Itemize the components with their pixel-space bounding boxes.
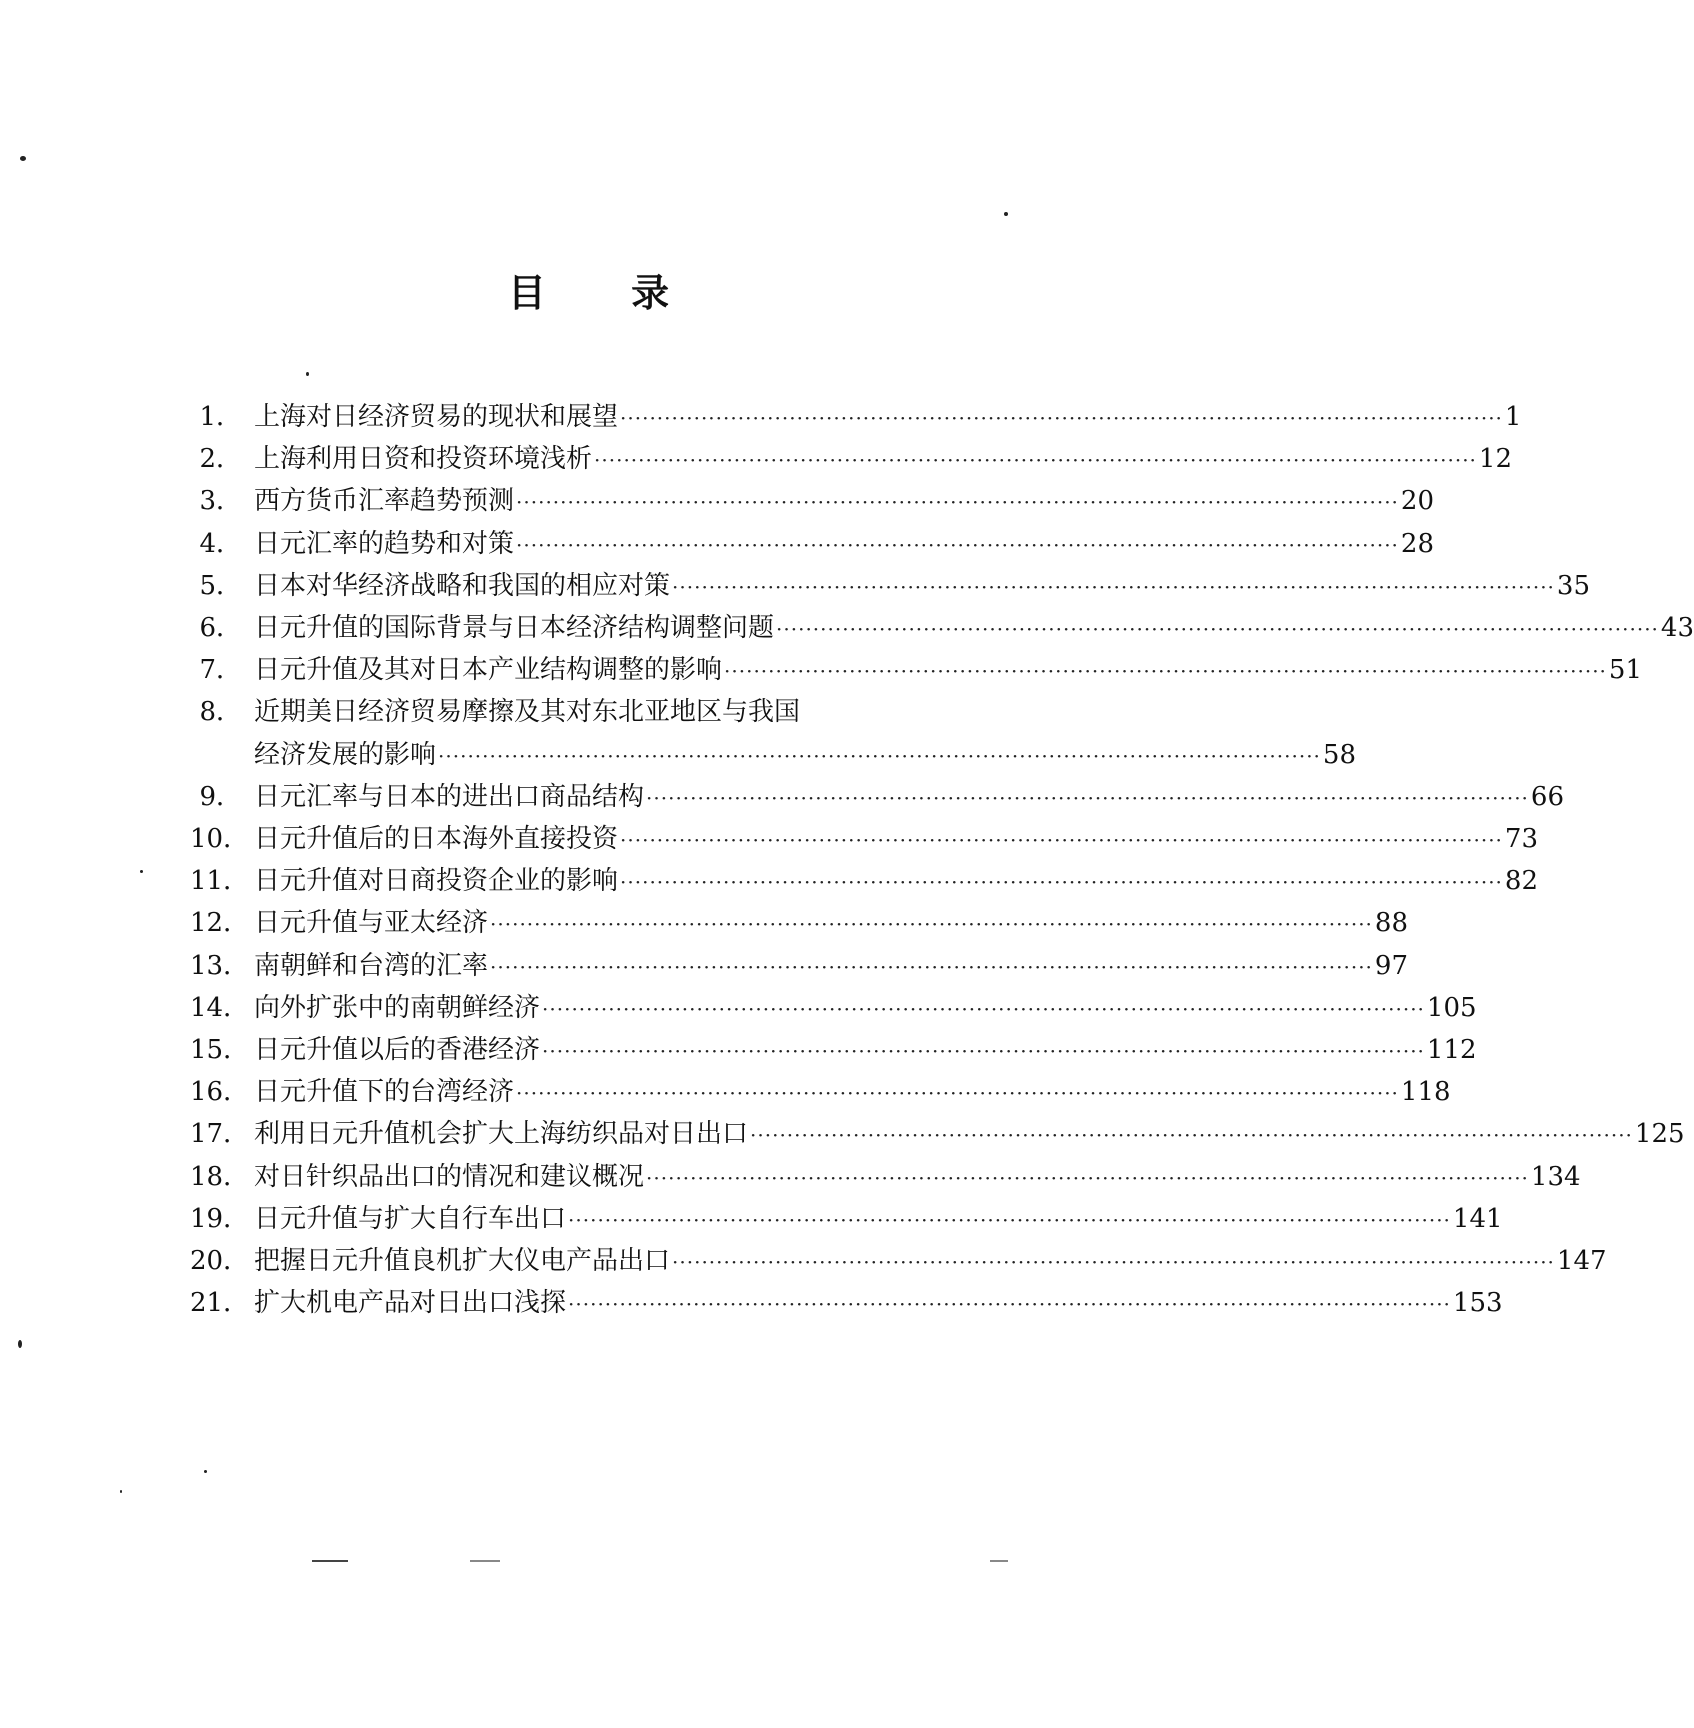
toc-entry — [190, 858, 1538, 904]
scan-speck — [204, 1470, 207, 1473]
toc-entry-title: 日元升值后的日本海外直接投资 — [254, 824, 619, 854]
toc-entry-title: 日元升值下的台湾经济 — [254, 1077, 515, 1107]
toc-dot-leader: ························································································································ — [516, 533, 1399, 557]
toc-entry — [190, 1280, 1503, 1326]
toc-entry — [190, 1111, 1685, 1157]
toc-dot-leader: ························································································································ — [594, 448, 1477, 472]
toc-entry — [190, 605, 1694, 651]
toc-entry — [190, 1238, 1607, 1284]
toc-entry-number: 11． — [190, 866, 250, 896]
toc-entry-number: 6． — [199, 613, 242, 643]
toc-dot-leader: ························································································································ — [672, 1250, 1555, 1274]
toc-entry-number: 4． — [199, 529, 242, 559]
scan-dash — [312, 1560, 348, 1562]
toc-entry-page-number: 147 — [1556, 1246, 1607, 1276]
toc-entry-number: 3． — [199, 486, 242, 516]
toc-entry-page-number: 12 — [1478, 444, 1512, 474]
toc-entry-body — [254, 1154, 1581, 1201]
toc-entry-title: 日元汇率与日本的进出口商品结构 — [254, 782, 645, 812]
toc-entry-title: 日元升值以后的香港经济 — [254, 1035, 541, 1065]
toc-entry-body — [254, 394, 1522, 441]
toc-entry-page-number: 88 — [1374, 908, 1408, 938]
toc-entry-page-number: 28 — [1400, 529, 1434, 559]
toc-entry-page-number: 112 — [1426, 1035, 1477, 1065]
toc-entry-body — [254, 985, 1477, 1032]
scan-dash — [470, 1560, 500, 1562]
toc-entry — [190, 689, 990, 735]
toc-dot-leader: ························································································································ — [646, 1166, 1529, 1190]
toc-entry-body — [254, 1027, 1477, 1074]
toc-entry-title: 西方货币汇率趋势预测 — [254, 486, 515, 516]
toc-entry-number: 14． — [190, 993, 250, 1023]
toc-entry-body — [254, 1196, 1503, 1243]
toc-entry-title: 利用日元升值机会扩大上海纺织品对日出口 — [254, 1119, 749, 1149]
toc-entry — [190, 1027, 1477, 1073]
toc-entry — [190, 900, 1408, 946]
toc-entry — [190, 1196, 1503, 1242]
toc-entry-title: 南朝鲜和台湾的汇率 — [254, 951, 489, 981]
toc-entry-number: 18． — [190, 1162, 250, 1192]
toc-dot-leader: ························································································································ — [724, 659, 1607, 683]
toc-entry-number: 10． — [190, 824, 250, 854]
toc-entry-title: 日元升值与扩大自行车出口 — [254, 1204, 567, 1234]
toc-entry-number: 9． — [199, 782, 242, 812]
toc-entry-title: 扩大机电产品对日出口浅探 — [254, 1288, 567, 1318]
toc-dot-leader: ························································································································ — [620, 870, 1503, 894]
toc-entry-number: 20． — [190, 1246, 250, 1276]
toc-entry — [190, 478, 1434, 524]
toc-entry-body — [254, 774, 1564, 821]
scan-speck — [20, 156, 26, 161]
toc-entry-body — [254, 689, 990, 735]
scan-speck — [306, 372, 309, 376]
toc-entry-page-number: 66 — [1530, 782, 1564, 812]
toc-dot-leader: ························································································································ — [750, 1123, 1633, 1147]
toc-entry-title: 对日针织品出口的情况和建议概况 — [254, 1162, 645, 1192]
toc-entry-title: 经济发展的影响 — [254, 740, 437, 770]
toc-entry-page-number: 1 — [1504, 402, 1522, 432]
toc-entry-page-number: 125 — [1634, 1119, 1685, 1149]
toc-entry-body — [254, 478, 1434, 525]
toc-dot-leader: ························································································································ — [516, 1081, 1399, 1105]
toc-entry-number: 15． — [190, 1035, 250, 1065]
toc-entry-body — [254, 1280, 1503, 1327]
toc-entry-title: 日元升值的国际背景与日本经济结构调整问题 — [254, 613, 775, 643]
toc-title — [0, 262, 1177, 317]
toc-entry-page-number: 153 — [1452, 1288, 1503, 1318]
toc-entry-number: 16． — [190, 1077, 250, 1107]
toc-entry-page-number: 35 — [1556, 571, 1590, 601]
toc-entry-number: 17． — [190, 1119, 250, 1149]
toc-dot-leader: ························································································································ — [490, 912, 1373, 936]
toc-dot-leader: ························································································································ — [438, 744, 1321, 768]
scan-speck — [1004, 212, 1008, 216]
toc-entry-page-number: 141 — [1452, 1204, 1503, 1234]
toc-entry-title: 日元汇率的趋势和对策 — [254, 529, 515, 559]
scan-speck — [120, 1490, 122, 1493]
toc-entry-page-number: 73 — [1504, 824, 1538, 854]
scan-speck — [140, 870, 143, 873]
toc-title-char-2: 录 — [631, 270, 670, 315]
toc-title-char-1: 目 — [507, 270, 546, 315]
toc-entry-title: 向外扩张中的南朝鲜经济 — [254, 993, 541, 1023]
toc-dot-leader: ························································································································ — [542, 997, 1425, 1021]
toc-dot-leader: ························································································································ — [542, 1039, 1425, 1063]
toc-entry — [190, 732, 1356, 778]
toc-entry-body — [254, 1111, 1685, 1158]
toc-dot-leader: ························································································································ — [568, 1208, 1451, 1232]
toc-entry-page-number: 20 — [1400, 486, 1434, 516]
toc-entry-page-number: 118 — [1400, 1077, 1451, 1107]
toc-entry-number: 2． — [199, 444, 242, 474]
toc-entry-page-number: 134 — [1530, 1162, 1581, 1192]
toc-entry — [190, 521, 1434, 567]
toc-entry-title: 把握日元升值良机扩大仪电产品出口 — [254, 1246, 671, 1276]
toc-entry-page-number: 105 — [1426, 993, 1477, 1023]
toc-entry-body — [254, 647, 1642, 694]
toc-entry-number: 13． — [190, 951, 250, 981]
toc-entry-title: 日元升值对日商投资企业的影响 — [254, 866, 619, 896]
scan-dash — [990, 1560, 1008, 1562]
toc-entry — [190, 774, 1564, 820]
toc-dot-leader: ························································································································ — [490, 955, 1373, 979]
toc-entry-body — [254, 732, 1356, 779]
toc-dot-leader: ························································································································ — [672, 575, 1555, 599]
toc-entry — [190, 563, 1590, 609]
toc-entry-page-number: 43 — [1660, 613, 1694, 643]
toc-entry — [190, 394, 1522, 440]
toc-dot-leader: ························································································································ — [646, 786, 1529, 810]
toc-entry — [190, 943, 1408, 989]
toc-dot-leader: ························································································································ — [776, 617, 1659, 641]
toc-entry-body — [254, 605, 1694, 652]
toc-entry-title: 日元升值与亚太经济 — [254, 908, 489, 938]
toc-entry — [190, 647, 1642, 693]
toc-dot-leader: ························································································································ — [516, 490, 1399, 514]
toc-entry-title: 上海对日经济贸易的现状和展望 — [254, 402, 619, 432]
toc-entry-title: 日本对华经济战略和我国的相应对策 — [254, 571, 671, 601]
toc-entry-title: 近期美日经济贸易摩擦及其对东北亚地区与我国 — [254, 697, 801, 727]
toc-entry-page-number: 58 — [1322, 740, 1356, 770]
toc-entry-body — [254, 521, 1434, 568]
toc-entry-number: 5． — [199, 571, 242, 601]
toc-entry — [190, 985, 1477, 1031]
toc-entry-page-number: 82 — [1504, 866, 1538, 896]
toc-dot-leader: ························································································································ — [620, 406, 1503, 430]
toc-entry-body — [254, 1238, 1607, 1285]
toc-entry-number: 1． — [199, 402, 242, 432]
toc-entry-title: 上海利用日资和投资环境浅析 — [254, 444, 593, 474]
toc-entry — [190, 1154, 1581, 1200]
toc-entry-body — [254, 563, 1590, 610]
toc-entry — [190, 436, 1512, 482]
toc-entry-number: 7． — [199, 655, 242, 685]
toc-entry — [190, 1069, 1451, 1115]
toc-entry — [190, 816, 1538, 862]
toc-entry-number: 19． — [190, 1204, 250, 1234]
toc-entry-body — [254, 1069, 1451, 1116]
toc-dot-leader: ························································································································ — [620, 828, 1503, 852]
toc-entry-number: 8． — [199, 697, 242, 727]
toc-entry-body — [254, 900, 1408, 947]
toc-entry-body — [254, 943, 1408, 990]
toc-entry-body — [254, 436, 1512, 483]
toc-entry-page-number: 51 — [1608, 655, 1642, 685]
toc-entry-number: 21． — [190, 1288, 250, 1318]
toc-entry-number: 12． — [190, 908, 250, 938]
toc-entry-title: 日元升值及其对日本产业结构调整的影响 — [254, 655, 723, 685]
toc-entry-body — [254, 816, 1538, 863]
scan-speck — [18, 1340, 22, 1348]
toc-dot-leader: ························································································································ — [568, 1292, 1451, 1316]
toc-entry-page-number: 97 — [1374, 951, 1408, 981]
toc-entry-body — [254, 858, 1538, 905]
